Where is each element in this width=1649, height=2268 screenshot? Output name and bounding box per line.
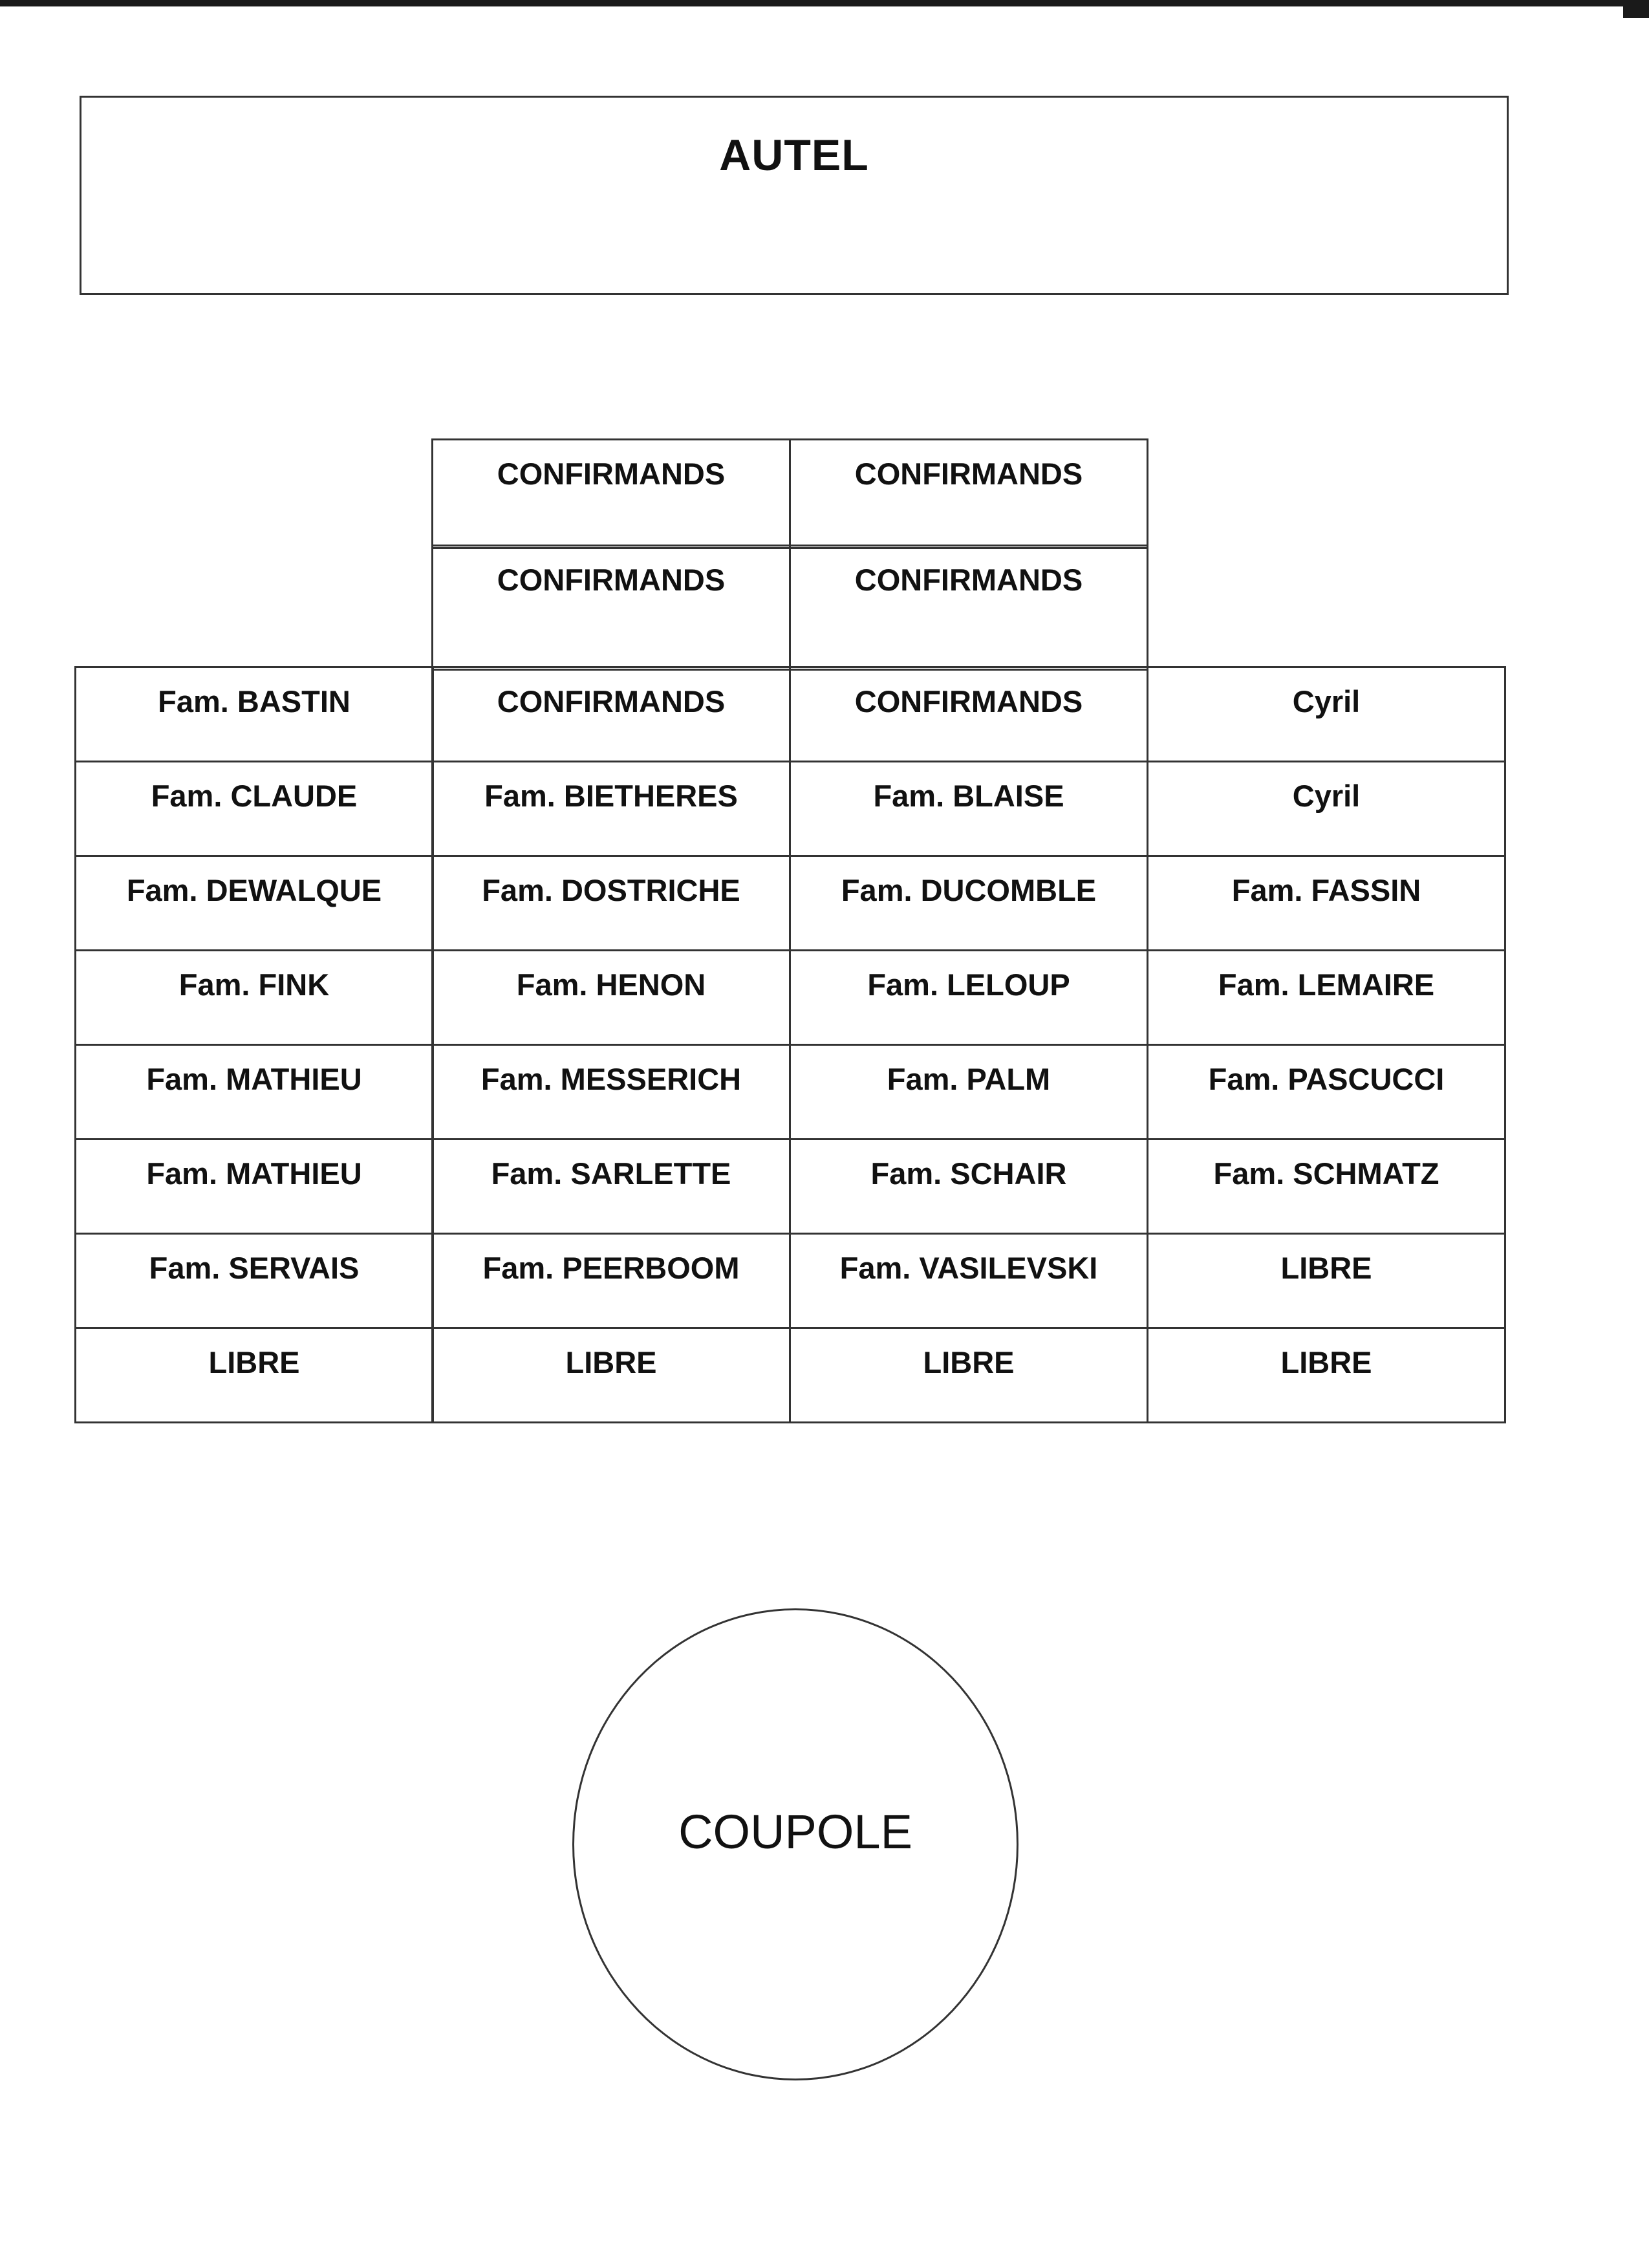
seat-cell: CONFIRMANDS <box>789 666 1148 762</box>
seat-cell: Fam. FASSIN <box>1147 855 1506 951</box>
seat-cell: LIBRE <box>1147 1327 1506 1423</box>
seat-cell: Fam. DUCOMBLE <box>789 855 1148 951</box>
seat-cell-confirmands: CONFIRMANDS <box>789 438 1148 549</box>
seat-cell: Fam. MATHIEU <box>74 1138 434 1235</box>
seat-cell: Fam. MESSERICH <box>431 1044 791 1140</box>
seat-cell-confirmands: CONFIRMANDS <box>431 545 791 671</box>
seat-cell: Fam. MATHIEU <box>74 1044 434 1140</box>
seat-cell: Fam. SERVAIS <box>74 1233 434 1329</box>
dome-label: COUPOLE <box>678 1805 912 1859</box>
altar-box <box>80 96 1509 295</box>
seat-cell: Fam. BASTIN <box>74 666 434 762</box>
seat-cell: Fam. LELOUP <box>789 949 1148 1046</box>
seat-cell: Fam. BIETHERES <box>431 761 791 857</box>
seat-cell: Fam. SCHMATZ <box>1147 1138 1506 1235</box>
seat-cell: Fam. SARLETTE <box>431 1138 791 1235</box>
seat-cell: Cyril <box>1147 666 1506 762</box>
seat-cell: LIBRE <box>1147 1233 1506 1329</box>
seat-cell: Fam. SCHAIR <box>789 1138 1148 1235</box>
seat-cell: Fam. PASCUCCI <box>1147 1044 1506 1140</box>
seat-cell: Fam. FINK <box>74 949 434 1046</box>
seat-cell: LIBRE <box>789 1327 1148 1423</box>
scan-corner-mark <box>1623 0 1649 18</box>
seat-cell-confirmands: CONFIRMANDS <box>789 545 1148 671</box>
seat-cell: Cyril <box>1147 761 1506 857</box>
seat-cell: CONFIRMANDS <box>431 666 791 762</box>
seat-cell: Fam. BLAISE <box>789 761 1148 857</box>
seat-cell-confirmands: CONFIRMANDS <box>431 438 791 549</box>
seat-cell: Fam. DEWALQUE <box>74 855 434 951</box>
seat-cell: Fam. HENON <box>431 949 791 1046</box>
seat-cell: Fam. PEERBOOM <box>431 1233 791 1329</box>
seat-cell: LIBRE <box>431 1327 791 1423</box>
dome-circle <box>572 1608 1018 2080</box>
scan-edge <box>0 0 1649 6</box>
seat-cell: Fam. CLAUDE <box>74 761 434 857</box>
seat-cell: Fam. LEMAIRE <box>1147 949 1506 1046</box>
seat-cell: Fam. PALM <box>789 1044 1148 1140</box>
altar-label: AUTEL <box>719 131 869 180</box>
seat-cell: LIBRE <box>74 1327 434 1423</box>
seat-cell: Fam. VASILEVSKI <box>789 1233 1148 1329</box>
seat-cell: Fam. DOSTRICHE <box>431 855 791 951</box>
